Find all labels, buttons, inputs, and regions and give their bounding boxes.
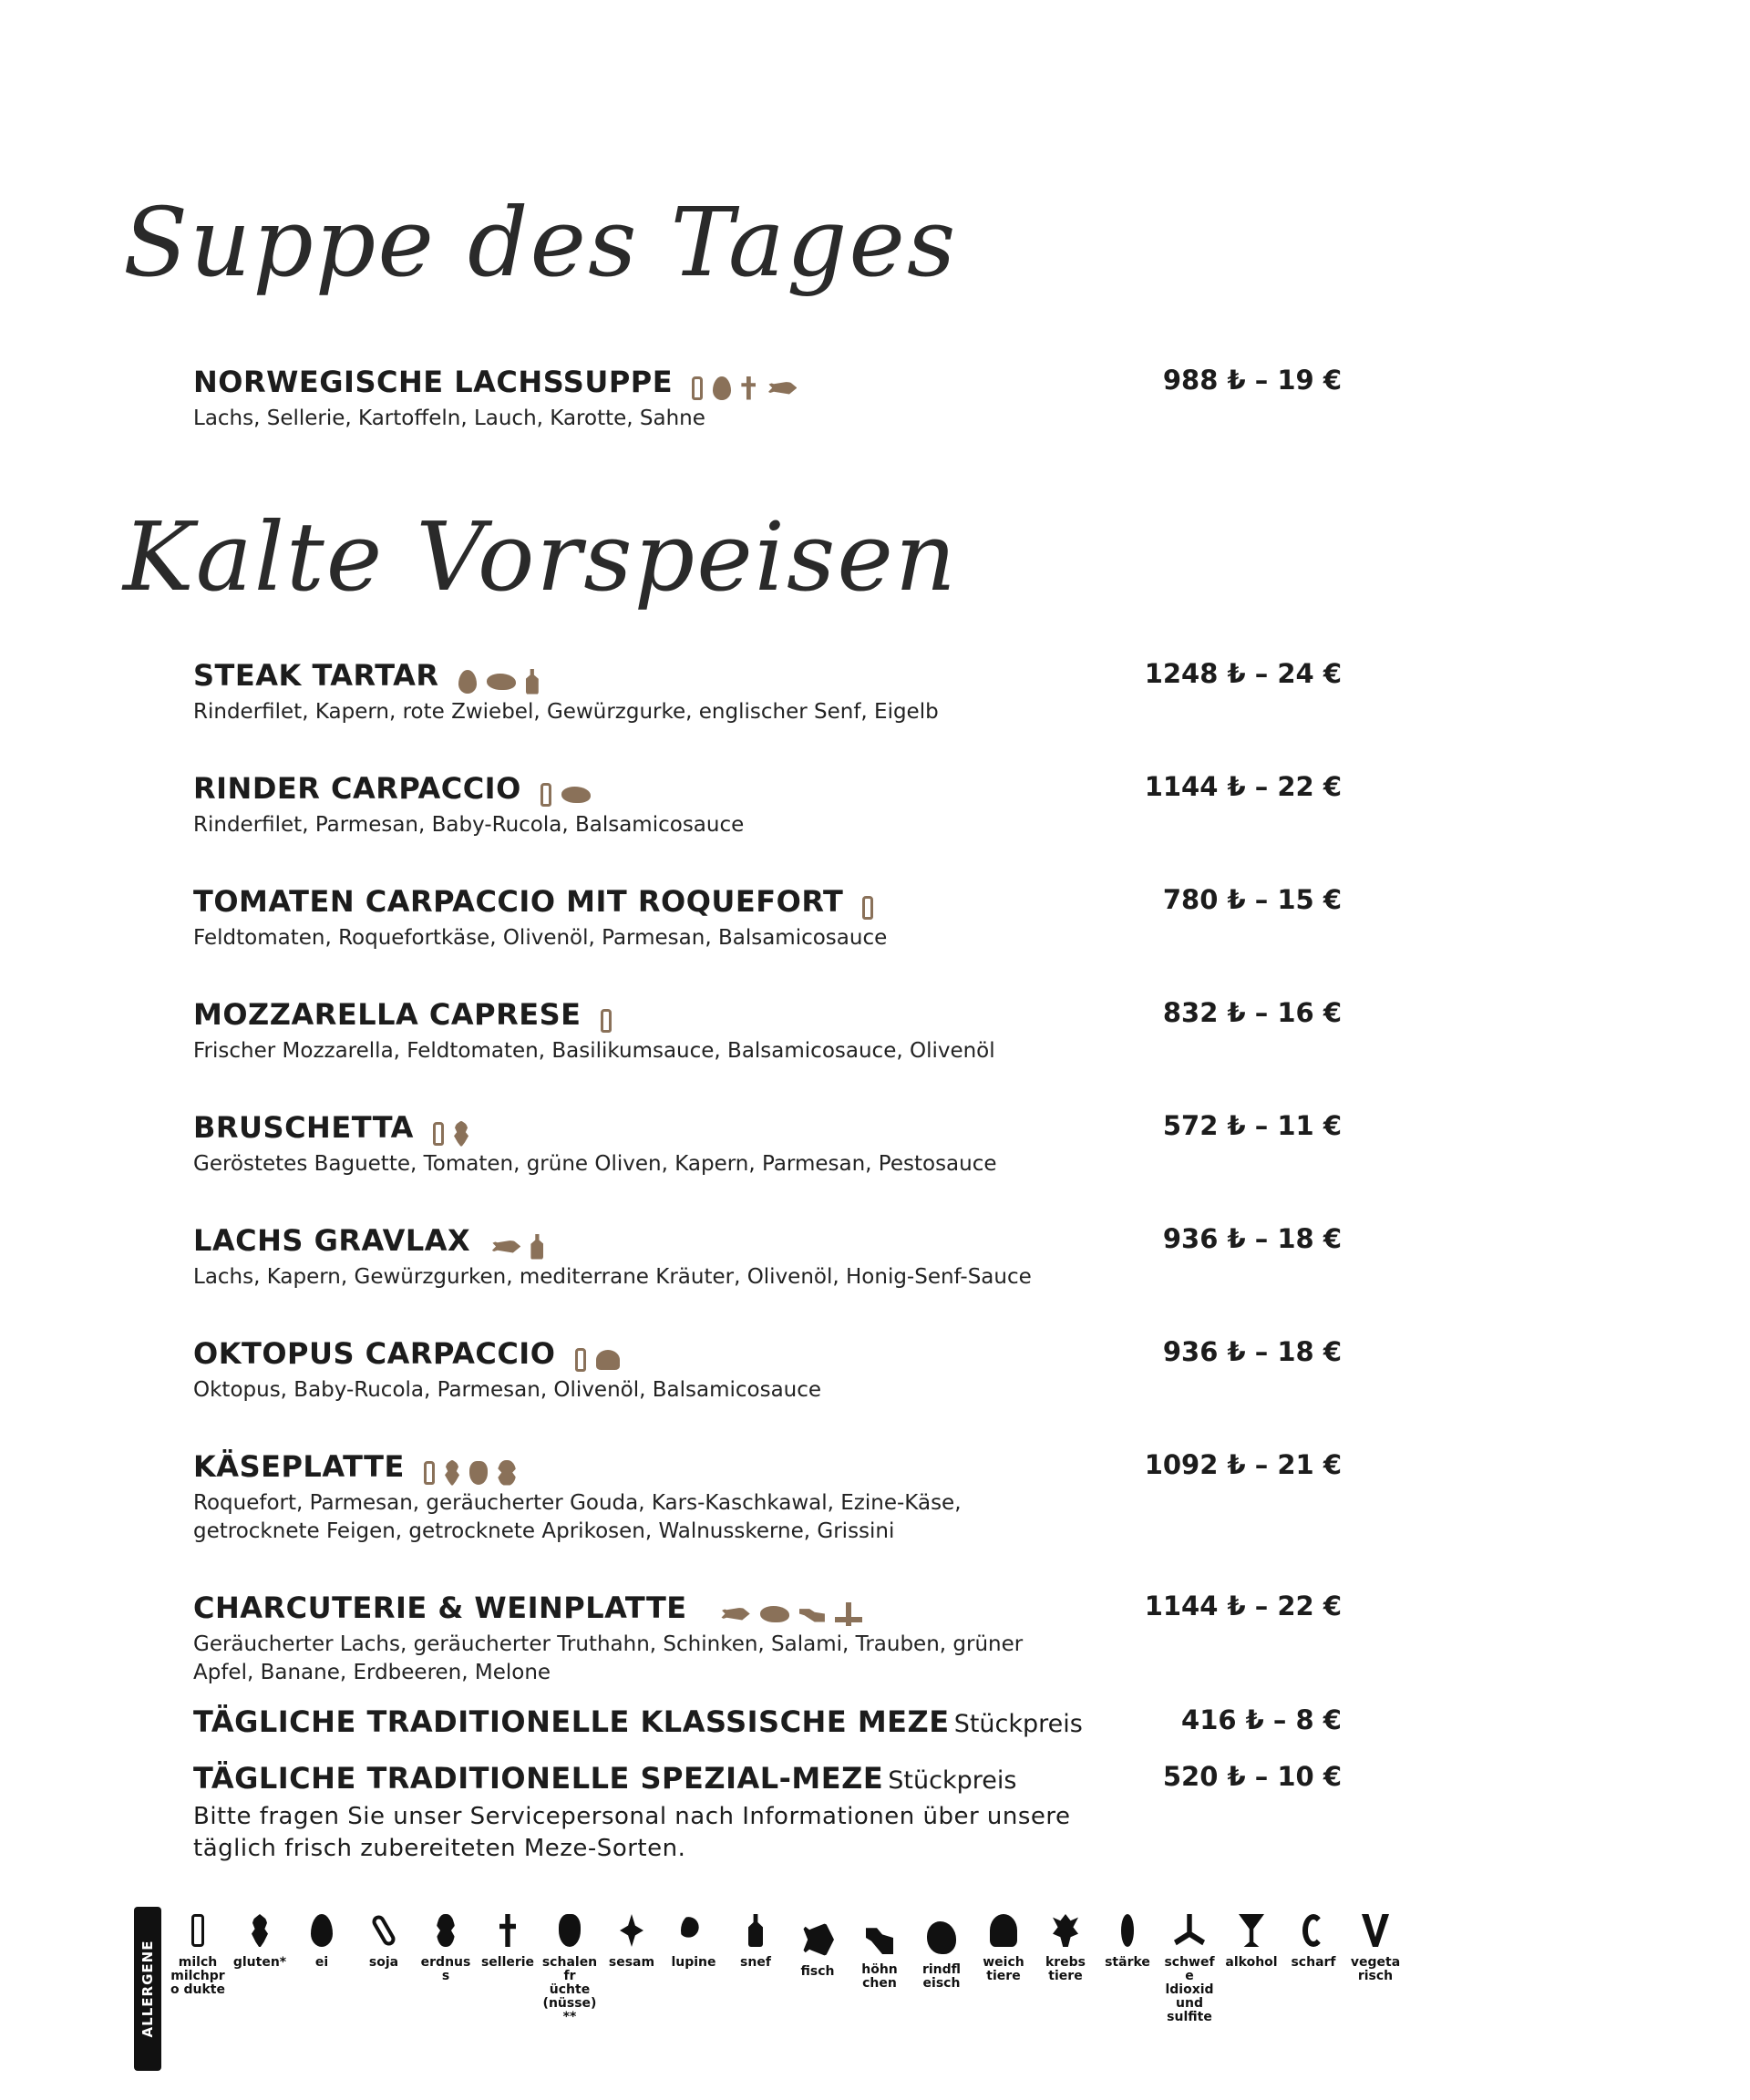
chicken-icon	[866, 1921, 893, 1954]
alcohol-icon	[1239, 1914, 1264, 1947]
legend-item-lupin	[665, 1914, 722, 1970]
mustard-icon	[526, 669, 539, 695]
legend-item-alcohol	[1223, 1914, 1280, 1970]
legend-item-celery	[479, 1914, 536, 1970]
meze-item	[193, 1704, 1342, 1745]
allergen-legend-tab-label: ALLERGENE	[139, 1940, 156, 2038]
item-description: Geräucherter Lachs, geräucherter Truthahn, Schinken, Salami, Trauben, grüner Apfel, Banane, Erdbeeren, Melone	[193, 1632, 1024, 1684]
nut-icon	[559, 1914, 581, 1947]
legend-label: gluten*	[232, 1955, 287, 1970]
legend-item-mustard	[727, 1914, 784, 1970]
fish-icon	[719, 1608, 750, 1621]
starch-icon	[1121, 1914, 1134, 1947]
mustard-icon	[530, 1234, 543, 1260]
legend-item-peanut	[417, 1914, 474, 1983]
meze-name: TÄGLICHE TRADITIONELLE KLASSISCHE MEZE	[193, 1704, 950, 1739]
legend-label: höhn chen	[861, 1962, 898, 1991]
item-price: 936 ₺ – 18 €	[1162, 1223, 1342, 1254]
nut-icon	[469, 1461, 488, 1485]
milk-icon	[601, 1009, 612, 1033]
item-name: NORWEGISCHE LACHSSUPPE	[193, 365, 674, 399]
beef-icon	[561, 787, 591, 803]
legend-label: sellerie	[480, 1955, 535, 1970]
item-name: MOZZARELLA CAPRESE	[193, 997, 582, 1032]
legend-label: snef	[740, 1955, 771, 1970]
menu-item	[193, 1449, 1342, 1546]
item-price: 936 ₺ – 18 €	[1162, 1336, 1342, 1367]
beef-icon	[487, 674, 516, 690]
meze-unit: Stückpreis	[953, 1710, 1083, 1738]
beef-icon	[927, 1921, 956, 1954]
gluten-icon	[445, 1460, 459, 1486]
menu-item	[193, 1336, 1342, 1405]
item-name: KÄSEPLATTE	[193, 1449, 405, 1484]
milk-icon	[692, 376, 703, 400]
gluten-icon	[252, 1914, 268, 1947]
allergen-icons	[575, 1348, 625, 1372]
fish-icon	[801, 1923, 834, 1956]
legend-item-milk	[170, 1914, 226, 1997]
legend-label: ei	[314, 1955, 329, 1970]
allergen-legend	[0, 1896, 1750, 2078]
gluten-icon	[454, 1121, 468, 1147]
item-description: Frischer Mozzarella, Feldtomaten, Basilikumsauce, Balsamicosauce, Olivenöl	[193, 1039, 995, 1063]
egg-icon	[311, 1914, 333, 1947]
item-price: 572 ₺ – 11 €	[1162, 1110, 1342, 1141]
item-name: LACHS GRAVLAX	[193, 1223, 471, 1258]
legend-item-fish	[789, 1914, 846, 1979]
item-price: 832 ₺ – 16 €	[1162, 997, 1342, 1028]
meze-price: 416 ₺ – 8 €	[1181, 1704, 1342, 1735]
legend-label: weich tiere	[983, 1955, 1024, 1983]
sulfite-icon	[1174, 1914, 1205, 1947]
milk-icon	[191, 1914, 204, 1947]
item-price: 1144 ₺ – 22 €	[1144, 1590, 1342, 1621]
section-title-cold-starters: Kalte Vorspeisen	[123, 501, 958, 612]
legend-item-starch	[1099, 1914, 1156, 1970]
chicken-icon	[799, 1606, 825, 1622]
item-price: 1248 ₺ – 24 €	[1144, 658, 1342, 689]
meze-note: Bitte fragen Sie unser Servicepersonal nach Informationen über unsere täglich frisch zubereiteten Meze-Sorten.	[193, 1803, 1071, 1862]
item-name: TOMATEN CARPACCIO MIT ROQUEFORT	[193, 884, 844, 919]
item-price: 780 ₺ – 15 €	[1162, 884, 1342, 915]
item-name: BRUSCHETTA	[193, 1110, 414, 1145]
fish-icon	[489, 1240, 520, 1253]
legend-label: lupine	[671, 1955, 716, 1970]
item-name: STEAK TARTAR	[193, 658, 439, 693]
menu-item	[193, 771, 1342, 839]
spicy-icon	[1302, 1914, 1324, 1947]
meze-unit: Stückpreis	[888, 1766, 1017, 1795]
crustacean-icon	[1053, 1914, 1078, 1947]
sesame-icon	[620, 1914, 643, 1947]
legend-item-spicy	[1285, 1914, 1342, 1970]
legend-item-soy	[355, 1914, 412, 1970]
allergen-icons	[489, 1234, 549, 1260]
meze-name: TÄGLICHE TRADITIONELLE SPEZIAL-MEZE	[193, 1761, 884, 1796]
menu-item	[193, 1223, 1342, 1292]
allergen-legend-tab	[134, 1907, 161, 2071]
legend-label: rindfl eisch	[921, 1962, 962, 1991]
legend-label: fisch	[800, 1964, 835, 1979]
legend-label: vegeta risch	[1350, 1955, 1401, 1983]
legend-item-vegetarian	[1347, 1914, 1404, 1983]
menu-item	[193, 365, 1342, 433]
item-description: Lachs, Sellerie, Kartoffeln, Lauch, Karotte, Sahne	[193, 407, 705, 430]
item-name: CHARCUTERIE & WEINPLATTE	[193, 1590, 687, 1625]
legend-label: schalenfr üchte (nüsse)**	[541, 1955, 598, 2024]
celery-icon	[741, 376, 756, 400]
sulfite-icon	[835, 1602, 862, 1626]
peanut-icon	[498, 1460, 516, 1486]
egg-icon	[713, 376, 731, 400]
allergen-icons	[540, 783, 596, 807]
allergen-icons	[692, 376, 802, 400]
menu-item	[193, 884, 1342, 952]
menu-item	[193, 658, 1342, 726]
menu-item	[193, 997, 1342, 1065]
legend-label: sesam	[608, 1955, 655, 1970]
item-price: 1092 ₺ – 21 €	[1144, 1449, 1342, 1480]
fish-icon	[766, 382, 797, 395]
celery-icon	[499, 1914, 516, 1947]
soy-icon	[370, 1913, 397, 1948]
item-price: 988 ₺ – 19 €	[1162, 365, 1342, 396]
allergen-icons	[862, 896, 879, 920]
lupin-icon	[681, 1914, 706, 1947]
vegetarian-icon	[1362, 1914, 1389, 1947]
legend-item-mollusc	[975, 1914, 1032, 1983]
item-description: Oktopus, Baby-Rucola, Parmesan, Olivenöl, Balsamicosauce	[193, 1378, 822, 1402]
mustard-icon	[748, 1914, 763, 1947]
legend-item-sesame	[603, 1914, 660, 1970]
allergen-icons	[424, 1460, 521, 1486]
legend-label: alkohol	[1225, 1955, 1278, 1970]
meze-price: 520 ₺ – 10 €	[1162, 1761, 1342, 1792]
legend-label: stärke	[1105, 1955, 1150, 1970]
milk-icon	[433, 1122, 444, 1146]
legend-label: soja	[368, 1955, 399, 1970]
milk-icon	[424, 1461, 435, 1485]
item-description: Rinderfilet, Parmesan, Baby-Rucola, Balsamicosauce	[193, 813, 745, 837]
item-name: RINDER CARPACCIO	[193, 771, 521, 806]
item-description: Lachs, Kapern, Gewürzgurken, mediterrane Kräuter, Olivenöl, Honig-Senf-Sauce	[193, 1265, 1032, 1289]
item-price: 1144 ₺ – 22 €	[1144, 771, 1342, 802]
legend-item-sulfite	[1161, 1914, 1218, 2024]
menu-item	[193, 1110, 1342, 1179]
item-name: OKTOPUS CARPACCIO	[193, 1336, 556, 1371]
meze-item	[193, 1761, 1342, 1865]
allergen-icons	[433, 1121, 474, 1147]
allergen-icons	[458, 669, 544, 695]
peanut-icon	[437, 1914, 455, 1947]
mollusc-icon	[990, 1914, 1017, 1947]
item-description: Feldtomaten, Roquefortkäse, Olivenöl, Parmesan, Balsamicosauce	[193, 926, 888, 950]
legend-item-beef	[913, 1914, 970, 1991]
legend-label: scharf	[1291, 1955, 1336, 1970]
section-title-soup: Suppe des Tages	[123, 187, 958, 298]
item-description: Geröstetes Baguette, Tomaten, grüne Oliven, Kapern, Parmesan, Pestosauce	[193, 1152, 997, 1176]
milk-icon	[575, 1348, 586, 1372]
menu-item	[193, 1590, 1342, 1687]
milk-icon	[540, 783, 551, 807]
legend-item-gluten	[232, 1914, 288, 1970]
legend-item-egg	[293, 1914, 350, 1970]
legend-label: krebs tiere	[1045, 1955, 1086, 1983]
shellfish-icon	[596, 1350, 620, 1370]
legend-item-nuts	[541, 1914, 598, 2024]
legend-label: erdnuss	[420, 1955, 471, 1983]
allergen-icons	[719, 1602, 868, 1626]
beef-icon	[760, 1606, 789, 1622]
item-description: Rinderfilet, Kapern, rote Zwiebel, Gewürzgurke, englischer Senf, Eigelb	[193, 700, 939, 724]
milk-icon	[862, 896, 873, 920]
legend-label: milch milchpro dukte	[170, 1955, 225, 1997]
egg-icon	[458, 670, 477, 694]
legend-label: schwefe ldioxid und sulfite	[1164, 1955, 1215, 2024]
allergen-icons	[601, 1009, 617, 1033]
legend-item-crustacean	[1037, 1914, 1094, 1983]
item-description: Roquefort, Parmesan, geräucherter Gouda, Kars-Kaschkawal, Ezine-Käse, getrocknete Feigen, getrocknete Aprikosen, Walnusskerne, Grissini	[193, 1491, 962, 1543]
legend-item-chicken	[851, 1914, 908, 1991]
